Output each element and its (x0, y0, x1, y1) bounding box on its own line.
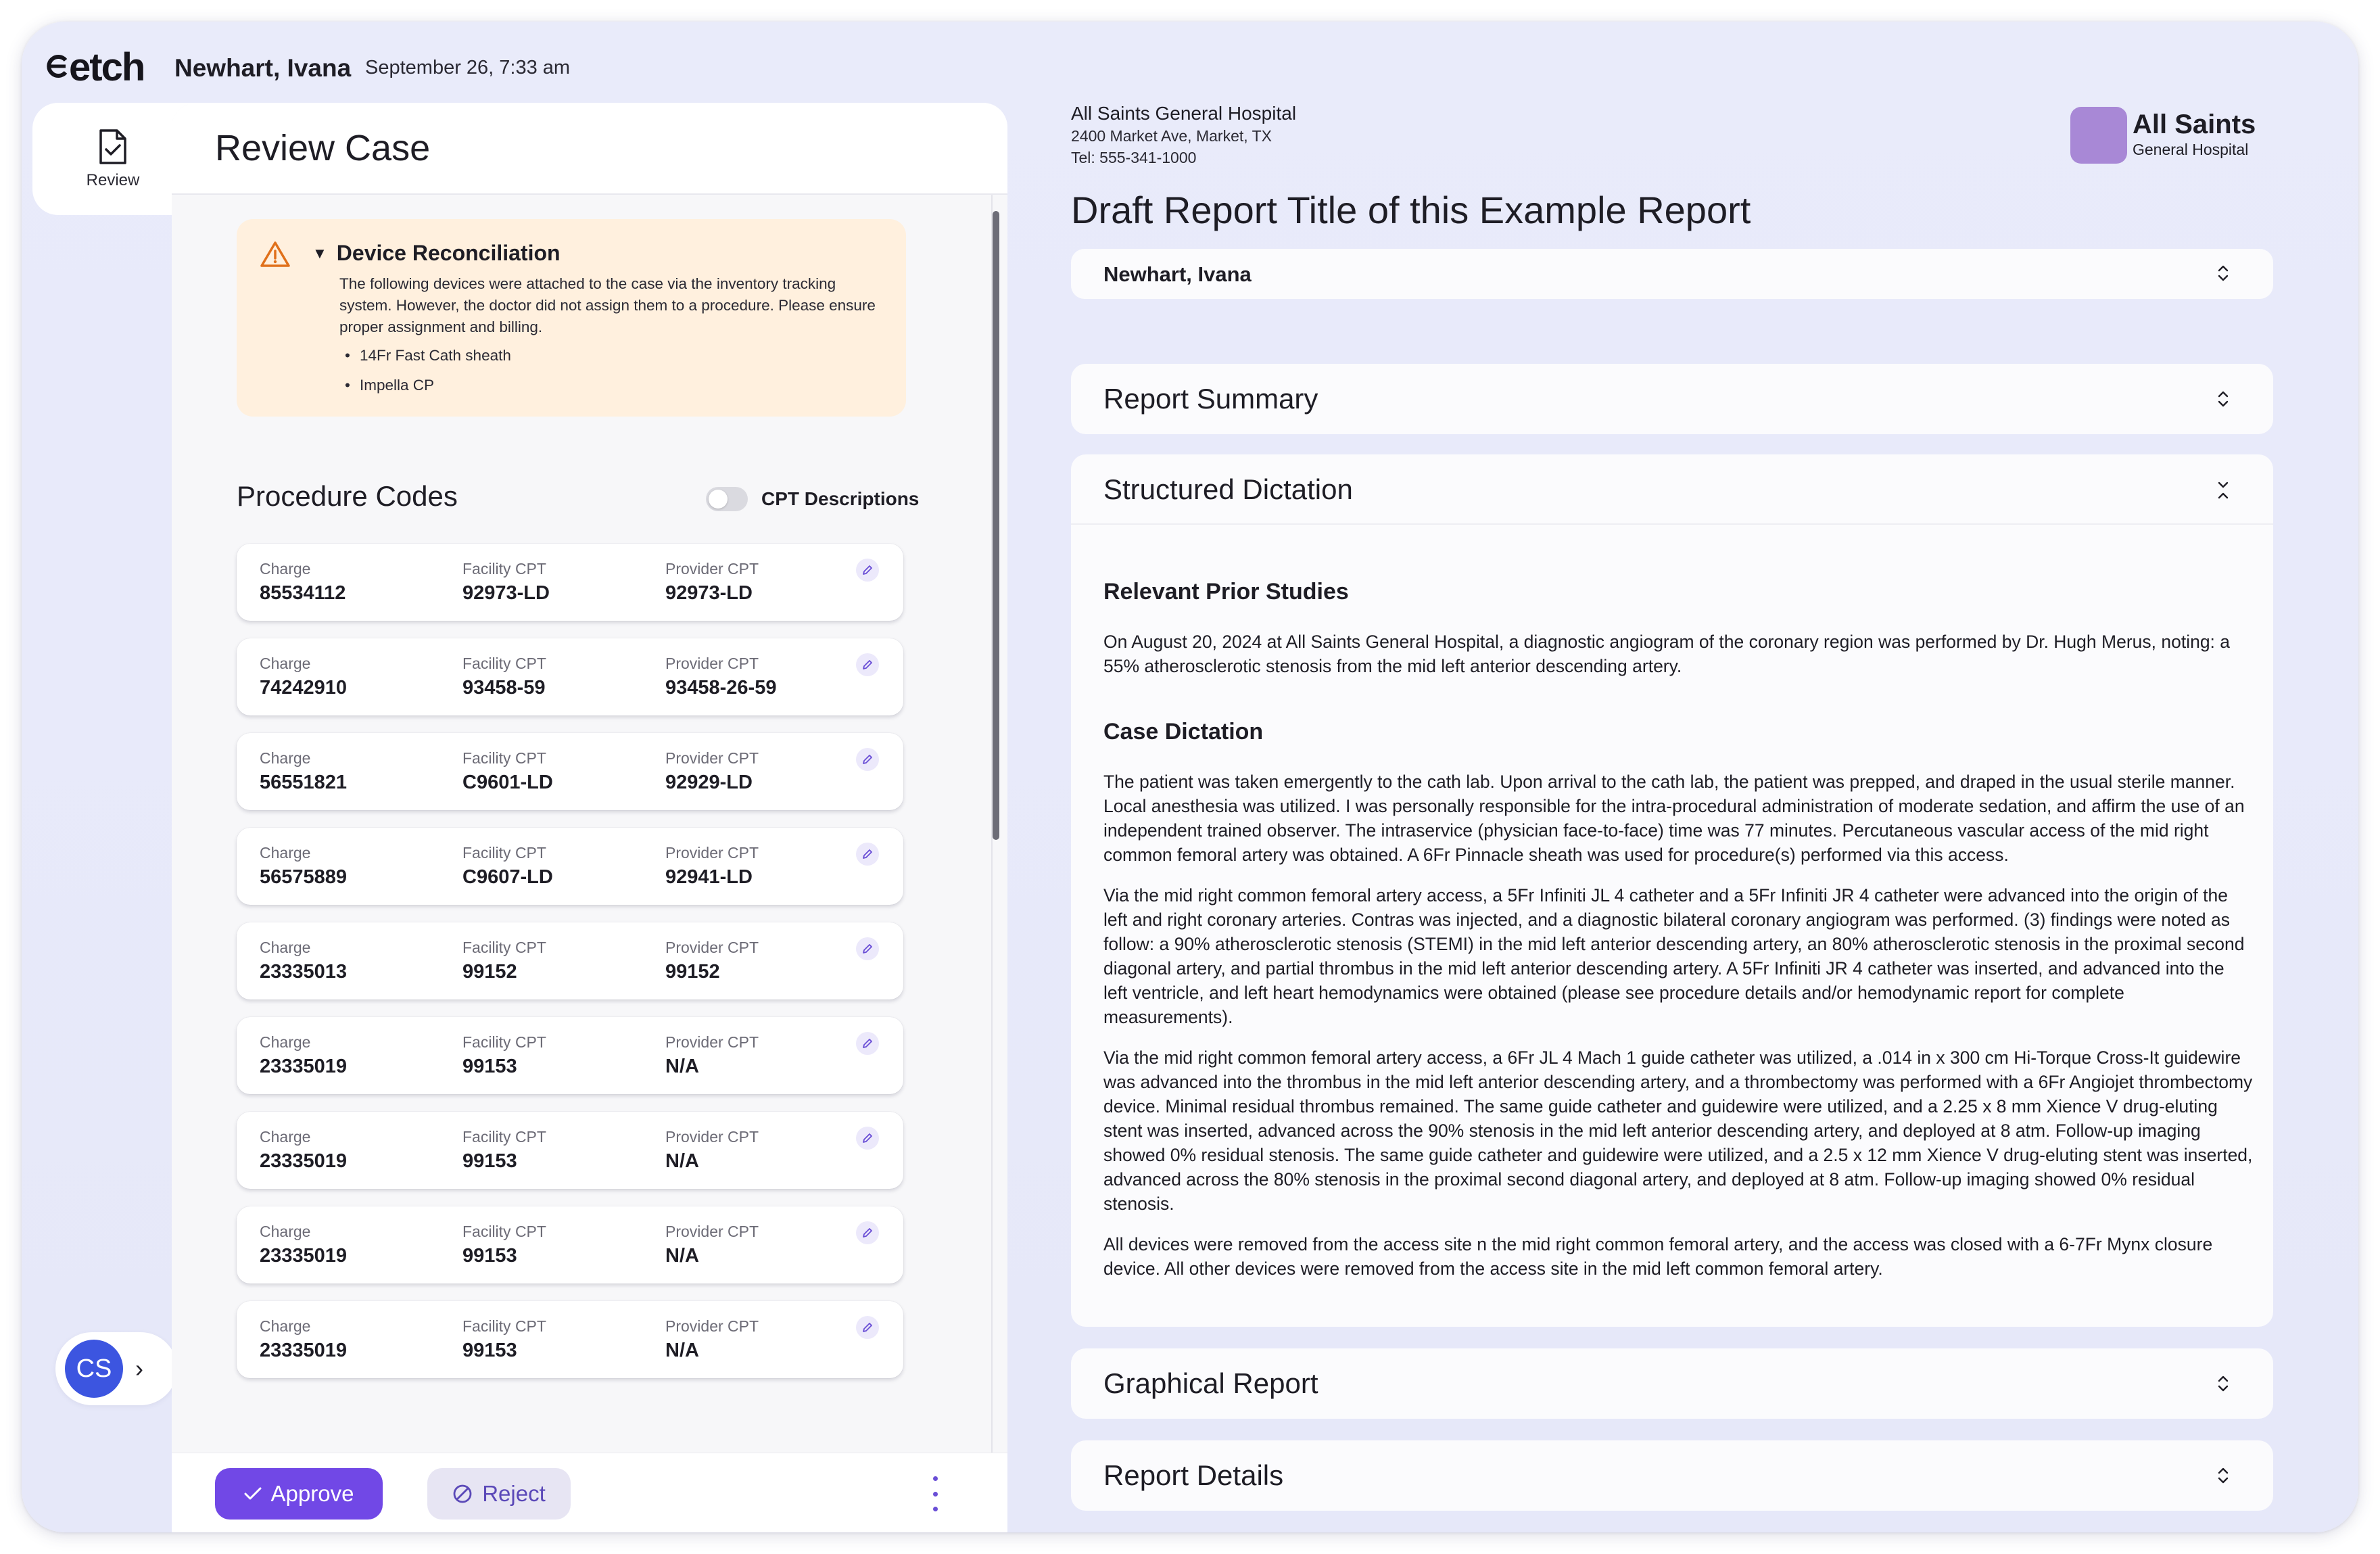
review-panel (172, 103, 1007, 1532)
report-summary-section[interactable] (1071, 364, 2273, 434)
app-window (22, 22, 2358, 1532)
provider-value: N/A (665, 1245, 699, 1267)
page-title: Review Case (215, 128, 431, 168)
provider-value: 93458-26-59 (665, 677, 777, 699)
hospital-tel: Tel: 555-341-1000 (1071, 149, 1197, 166)
provider-value: N/A (665, 1150, 699, 1172)
facility-label: Facility CPT (462, 1223, 546, 1240)
report-details-section[interactable] (1071, 1440, 2273, 1511)
provider-label: Provider CPT (665, 655, 759, 672)
case-dictation-paragraph: Via the mid right common femoral artery access, a 6Fr JL 4 Mach 1 guide catheter was utilized, a .014 in x 300 cm Hi-Torque Cross-It guidewire was advanced into the thrombus in the mid left anterior descending artery, and a thrombectomy was performed with a 6Fr Angiojet thrombectomy device. Minimal residual thrombus remained. The same guide catheter and guidewire were utilized, and a 2.25 x 8 mm Xience V drug-eluting stent was inserted, advanced across the 90% stenosis in the mid left anterior descending artery, and deployed at 8 atm. Follow-up imaging showed 0% residual stenosis. The same guide catheter and guidewire were utilized, and a 2.5 x 12 mm Xience V drug-eluting stent was inserted, advanced across the 80% stenosis in the proximal second diagonal artery, and deployed at 8 atm. Follow-up imaging showed 0% residual stenosis. (1103, 1047, 2253, 1214)
structured-dictation-section (1071, 454, 2273, 1327)
graphical-report-section[interactable] (1071, 1348, 2273, 1419)
facility-label: Facility CPT (462, 939, 546, 956)
charge-column (260, 655, 347, 699)
provider-label: Provider CPT (665, 1128, 759, 1146)
provider-label: Provider CPT (665, 1033, 759, 1051)
procedure-code-card (237, 733, 903, 810)
charge-value: 23335013 (260, 961, 348, 983)
hospital-address: 2400 Market Ave, Market, TX (1071, 127, 1272, 145)
facility-label: Facility CPT (462, 1317, 546, 1335)
charge-label: Charge (260, 560, 311, 578)
facility-value: 99153 (462, 1150, 517, 1172)
procedure-code-card (237, 1112, 903, 1189)
charge-label: Charge (260, 1317, 311, 1335)
report-title: Draft Report Title of this Example Report (1071, 189, 1751, 231)
logo-text: etch (69, 45, 145, 89)
edit-code-button[interactable] (856, 1316, 879, 1339)
facility-label: Facility CPT (462, 844, 546, 862)
charge-value: 23335019 (260, 1340, 348, 1361)
hospital-name: All Saints General Hospital (1071, 103, 1297, 124)
device-list (339, 341, 511, 400)
provider-value: N/A (665, 1056, 699, 1077)
provider-label: Provider CPT (665, 939, 759, 956)
cpt-descriptions-toggle[interactable] (706, 487, 748, 511)
facility-column (462, 1128, 546, 1173)
edit-code-button[interactable] (856, 937, 879, 960)
procedure-code-card (237, 638, 903, 715)
case-dictation-paragraph: Via the mid right common femoral artery access, a 5Fr Infiniti JL 4 catheter and a 5Fr Infiniti JR 4 catheter were advanced into the origin of the left and right coronary arteries. Contras was injected, and a diagnostic bilateral coronary angiogram was performed. (3) findings were noted as follow: a 90% atherosclerotic stenosis (STEMI) in the mid left anterior descending artery, an 80% atherosclerotic stenosis in the proximal second diagonal artery, and partial thrombus in the mid left anterior descending artery. A 5Fr Infiniti JR 4 catheter was inserted, and advanced into the left ventricle, and left heart hemodynamics were obtained (please see procedure details and/or hemodynamic report for complete measurements). (1103, 885, 2245, 1027)
charge-column (260, 749, 347, 794)
charge-column (260, 1223, 347, 1267)
nav-review-tab[interactable] (32, 103, 193, 215)
provider-column (665, 844, 759, 889)
patient-select[interactable] (1071, 249, 2273, 299)
charge-label: Charge (260, 1128, 311, 1146)
charge-column (260, 939, 347, 983)
pencil-icon (861, 848, 874, 860)
procedure-code-card (237, 1301, 903, 1378)
pencil-icon (861, 564, 874, 576)
charge-column (260, 560, 346, 605)
header-datetime: September 26, 7:33 am (365, 57, 571, 78)
block-icon (452, 1484, 473, 1504)
charge-value: 56575889 (260, 866, 348, 888)
charge-label: Charge (260, 939, 311, 956)
charge-value: 23335019 (260, 1056, 348, 1077)
document-check-icon (98, 128, 128, 166)
provider-label: Provider CPT (665, 749, 759, 767)
hospital-logo-icon (2070, 107, 2127, 164)
edit-code-button[interactable] (856, 1032, 879, 1055)
procedure-code-card (237, 544, 903, 621)
edit-code-button[interactable] (856, 843, 879, 866)
facility-label: Facility CPT (462, 1033, 546, 1051)
facility-value: 93458-59 (462, 677, 546, 699)
provider-column (665, 560, 759, 605)
structured-dictation-body (1103, 579, 2253, 1297)
provider-value: 99152 (665, 961, 720, 983)
charge-label: Charge (260, 749, 311, 767)
graphical-report-title: Graphical Report (1103, 1367, 1318, 1399)
header-patient-name: Newhart, Ivana (174, 54, 352, 82)
report-summary-title: Report Summary (1103, 383, 1318, 415)
facility-label: Facility CPT (462, 560, 546, 578)
provider-label: Provider CPT (665, 1223, 759, 1240)
approve-button[interactable] (215, 1468, 383, 1520)
pencil-icon (861, 1321, 874, 1334)
edit-code-button[interactable] (856, 748, 879, 771)
facility-column (462, 1223, 546, 1267)
provider-value: 92973-LD (665, 582, 753, 604)
provider-label: Provider CPT (665, 1317, 759, 1335)
charge-label: Charge (260, 844, 311, 862)
facility-value: 99153 (462, 1245, 517, 1267)
reject-label: Reject (482, 1481, 546, 1506)
provider-column (665, 1317, 759, 1362)
device-reconciliation-title: Device Reconciliation (336, 241, 561, 265)
charge-label: Charge (260, 655, 311, 672)
procedure-code-card (237, 1017, 903, 1094)
pencil-icon (861, 943, 874, 955)
facility-label: Facility CPT (462, 1128, 546, 1146)
provider-column (665, 1223, 759, 1267)
facility-column (462, 655, 546, 699)
charge-column (260, 1033, 347, 1078)
case-dictation-paragraph: The patient was taken emergently to the cath lab. Upon arrival to the cath lab, the patient was prepped, and draped in the usual sterile manner. Local anesthesia was utilized. I was personally responsible for the intra-procedural administration of moderate sedation, and affirm the use of an independent trained observer. The intraservice (physician face-to-face) time was 77 minutes. Percutaneous vascular access of the mid right common femoral artery was obtained. A 6Fr Pinnacle sheath was used for procedure(s) performed via this access. (1103, 772, 2245, 865)
charge-column (260, 844, 347, 889)
facility-value: 99152 (462, 961, 517, 983)
provider-value: 92929-LD (665, 772, 753, 793)
structured-dictation-title: Structured Dictation (1103, 473, 1353, 505)
provider-label: Provider CPT (665, 560, 759, 578)
list-item: • Impella CP (339, 371, 511, 400)
edit-code-button[interactable] (856, 1127, 879, 1150)
provider-column (665, 655, 776, 699)
scrollbar-thumb[interactable] (993, 211, 999, 840)
pencil-icon (861, 1132, 874, 1144)
prior-studies-heading: Relevant Prior Studies (1103, 579, 1349, 605)
etch-logo (46, 45, 144, 90)
user-menu[interactable] (55, 1332, 177, 1405)
chevron-up-down-icon (2216, 1465, 2230, 1486)
facility-label: Facility CPT (462, 749, 546, 767)
check-icon (244, 1487, 262, 1501)
pencil-icon (861, 753, 874, 766)
chevron-collapse-icon (2216, 480, 2230, 500)
more-options-icon[interactable] (925, 1476, 945, 1511)
nav-review-label: Review (86, 171, 140, 189)
provider-value: N/A (665, 1340, 699, 1361)
facility-value: C9601-LD (462, 772, 553, 793)
hospital-logo-title: All Saints (2133, 110, 2256, 139)
facility-value: 92973-LD (462, 582, 550, 604)
device-reconciliation-message: The following devices were attached to the case via the inventory tracking system. However, the doctor did not assign them to a procedure. Please ensure proper assignment and billing. (339, 275, 876, 335)
provider-column (665, 1033, 759, 1078)
edit-code-button[interactable] (856, 1221, 879, 1244)
procedure-code-card (237, 828, 903, 905)
avatar[interactable]: CS (65, 1340, 123, 1398)
review-title-bar (172, 103, 1007, 195)
provider-column (665, 939, 759, 983)
charge-label: Charge (260, 1033, 311, 1051)
cpt-descriptions-label: CPT Descriptions (761, 488, 920, 509)
device-reconciliation-alert (237, 219, 906, 417)
facility-column (462, 1033, 546, 1078)
charge-label: Charge (260, 1223, 311, 1240)
approve-label: Approve (270, 1481, 354, 1506)
action-bar (172, 1453, 1007, 1532)
charge-column (260, 1317, 347, 1362)
charge-value: 23335019 (260, 1150, 348, 1172)
chevron-up-down-icon (2216, 388, 2230, 410)
pencil-icon (861, 1227, 874, 1239)
pencil-icon (861, 1037, 874, 1050)
provider-column (665, 749, 759, 794)
patient-select-value: Newhart, Ivana (1103, 262, 1252, 286)
reject-button[interactable] (427, 1468, 571, 1520)
list-item: • 14Fr Fast Cath sheath (339, 341, 511, 371)
facility-label: Facility CPT (462, 655, 546, 672)
etch-logo-mark-icon (46, 51, 69, 80)
structured-dictation-header[interactable] (1071, 454, 2273, 525)
procedure-codes-title: Procedure Codes (237, 480, 458, 512)
chevron-up-down-icon (2216, 262, 2230, 284)
case-dictation-heading: Case Dictation (1103, 719, 1264, 745)
provider-column (665, 1128, 759, 1173)
hospital-logo-subtitle: General Hospital (2133, 141, 2249, 158)
chevron-up-down-icon (2216, 1373, 2230, 1394)
facility-value: C9607-LD (462, 866, 553, 888)
charge-value: 56551821 (260, 772, 348, 793)
report-details-title: Report Details (1103, 1459, 1284, 1491)
procedure-code-card (237, 1206, 903, 1284)
charge-value: 23335019 (260, 1245, 348, 1267)
case-dictation-paragraph: All devices were removed from the access site n the mid right common femoral artery, and the access was closed with a 6-7Fr Mynx closure device. All other devices were removed from the access site in the mid left common femoral artery. (1103, 1234, 2213, 1279)
facility-column (462, 939, 546, 983)
warning-icon (260, 241, 291, 268)
chevron-right-icon[interactable]: › (135, 1355, 143, 1382)
pencil-icon (861, 659, 874, 671)
edit-code-button[interactable] (856, 559, 879, 582)
charge-column (260, 1128, 347, 1173)
charge-value: 85534112 (260, 582, 346, 604)
facility-column (462, 1317, 546, 1362)
caret-down-icon[interactable]: ▼ (312, 245, 327, 262)
device-reconciliation-toggle[interactable] (312, 241, 561, 266)
facility-value: 99153 (462, 1340, 517, 1361)
facility-value: 99153 (462, 1056, 517, 1077)
charge-value: 74242910 (260, 677, 348, 699)
provider-value: 92941-LD (665, 866, 753, 888)
facility-column (462, 749, 553, 794)
toggle-knob (709, 490, 728, 509)
provider-label: Provider CPT (665, 844, 759, 862)
procedure-code-card (237, 922, 903, 999)
prior-studies-text: On August 20, 2024 at All Saints General Hospital, a diagnostic angiogram of the coronary region was performed by Dr. Hugh Merus, noting: a 55% atherosclerotic stenosis from the mid left anterior descending artery. (1103, 632, 2231, 676)
facility-column (462, 560, 550, 605)
review-scroll-area[interactable] (172, 195, 987, 1453)
facility-column (462, 844, 553, 889)
edit-code-button[interactable] (856, 653, 879, 676)
